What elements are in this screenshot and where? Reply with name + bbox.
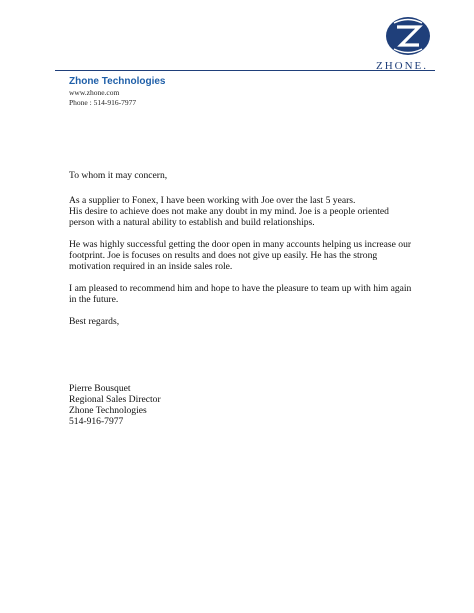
paragraph-1-line-3: person with a natural ability to establish and build relationships. <box>69 217 315 228</box>
paragraph-1-line-1: As a supplier to Fonex, I have been working with Joe over the last 5 years. <box>69 195 356 206</box>
paragraph-3-line-1: I am pleased to recommend him and hope to have the pleasure to team up with him again <box>69 283 412 294</box>
signature-title: Regional Sales Director <box>69 394 161 405</box>
signature-company: Zhone Technologies <box>69 405 147 416</box>
signature-name: Pierre Bousquet <box>69 383 131 394</box>
paragraph-1-line-2: His desire to achieve does not make any doubt in my mind. Joe is a people oriented <box>69 206 389 217</box>
zhone-logo-icon <box>384 14 432 58</box>
closing: Best regards, <box>69 316 120 327</box>
header-divider <box>55 70 435 71</box>
company-website: www.zhone.com <box>69 88 120 97</box>
paragraph-3-line-2: in the future. <box>69 294 119 305</box>
salutation: To whom it may concern, <box>69 170 168 181</box>
company-logo <box>376 14 440 74</box>
paragraph-2-line-1: He was highly successful getting the door open in many accounts helping us increase our <box>69 239 412 250</box>
company-phone: Phone : 514-916-7977 <box>69 98 137 107</box>
signature-phone: 514-916-7977 <box>69 416 124 427</box>
paragraph-2-line-2: footprint. Joe is focuses on results and does not give up easily. He has the strong <box>69 250 378 261</box>
letter-body <box>69 170 439 427</box>
paragraph-2-line-3: motivation required in an inside sales role. <box>69 261 233 272</box>
logo-wordmark: ZHONE. <box>376 60 429 72</box>
company-name: Zhone Technologies <box>69 76 166 87</box>
company-header <box>69 76 165 108</box>
